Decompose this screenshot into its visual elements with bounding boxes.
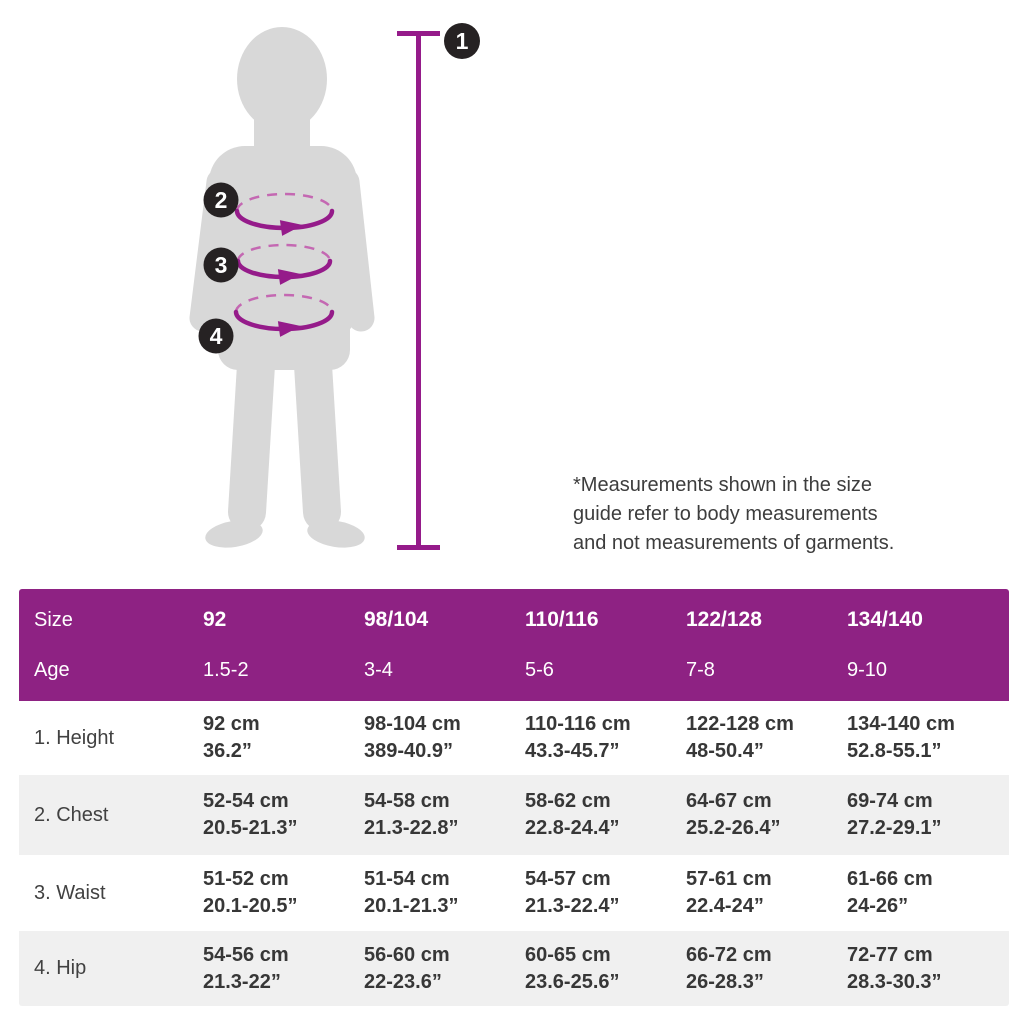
- note-line: guide refer to body measurements: [573, 503, 878, 525]
- height-cell-3: [525, 711, 686, 765]
- inch-value: 21.3-22.4”: [525, 895, 620, 917]
- inch-value: 23.6-25.6”: [525, 970, 620, 993]
- age-col-4: 7-8: [686, 658, 715, 681]
- size-guide-table: [19, 589, 1009, 1006]
- inch-value: 20.1-20.5”: [203, 895, 298, 917]
- waist-cell-3: [525, 866, 686, 920]
- waist-row-label: 3. Waist: [34, 881, 106, 904]
- inch-value: 27.2-29.1”: [847, 817, 942, 839]
- hip-row-label: 4. Hip: [34, 957, 87, 979]
- hip-cell-1: [203, 942, 364, 996]
- cm-value: 60-65 cm: [525, 943, 611, 966]
- inch-value: 389-40.9”: [364, 740, 453, 762]
- age-col-3: 5-6: [525, 658, 554, 681]
- height-measure-line: [397, 33, 440, 548]
- height-cell-2: [364, 711, 525, 765]
- inch-value: 21.3-22.8”: [364, 817, 459, 839]
- size-col-4: 122/128: [686, 608, 762, 631]
- marker-4-label: 4: [209, 323, 223, 349]
- size-header-row: [19, 595, 1009, 645]
- cm-value: 54-57 cm: [525, 868, 611, 890]
- cm-value: 69-74 cm: [847, 790, 933, 812]
- inch-value: 20.5-21.3”: [203, 817, 298, 839]
- size-col-5: 134/140: [847, 608, 923, 631]
- cm-value: 72-77 cm: [847, 943, 933, 966]
- cm-value: 64-67 cm: [686, 790, 772, 812]
- cm-value: 110-116 cm: [525, 713, 631, 735]
- height-cell-1: [203, 711, 364, 765]
- marker-2-label: 2: [214, 187, 228, 213]
- size-col-1: 92: [203, 608, 227, 631]
- waist-cell-5: [847, 866, 1009, 920]
- size-col-3: 110/116: [525, 608, 599, 631]
- waist-cell-4: [686, 866, 847, 920]
- height-cell-5: [847, 711, 1009, 765]
- inch-value: 28.3-30.3”: [847, 970, 942, 993]
- measurement-note: [573, 471, 894, 558]
- age-col-5: 9-10: [847, 658, 888, 681]
- hip-row: [19, 931, 1009, 1006]
- marker-1-label: 1: [455, 28, 469, 54]
- hip-cell-2: [364, 942, 525, 996]
- cm-value: 122-128 cm: [686, 713, 794, 735]
- hip-cell-3: [525, 942, 686, 996]
- age-col-2: 3-4: [364, 658, 393, 681]
- inch-value: 43.3-45.7”: [525, 740, 620, 762]
- chest-cell-5: [847, 788, 1009, 842]
- chest-row-label: 2. Chest: [34, 803, 109, 826]
- cm-value: 54-56 cm: [203, 943, 289, 966]
- chest-cell-2: [364, 788, 525, 842]
- age-col-1: 1.5-2: [203, 658, 249, 681]
- cm-value: 51-54 cm: [364, 868, 450, 890]
- size-col-2: 98/104: [364, 608, 429, 631]
- inch-value: 36.2”: [203, 740, 252, 762]
- silhouette-right-arm: [346, 182, 361, 318]
- cm-value: 51-52 cm: [203, 868, 289, 890]
- note-line: *Measurements shown in the size: [573, 474, 873, 496]
- chest-cell-4: [686, 788, 847, 842]
- inch-value: 52.8-55.1”: [847, 740, 942, 762]
- cm-value: 134-140 cm: [847, 713, 955, 735]
- cm-value: 58-62 cm: [525, 790, 611, 812]
- cm-value: 61-66 cm: [847, 868, 933, 890]
- height-cell-4: [686, 711, 847, 765]
- inch-value: 22.4-24”: [686, 895, 764, 917]
- silhouette-left-leg: [247, 365, 256, 512]
- cm-value: 92 cm: [203, 713, 260, 735]
- size-row-label: Size: [34, 608, 73, 631]
- inch-value: 25.2-26.4”: [686, 817, 781, 839]
- inch-value: 20.1-21.3”: [364, 895, 459, 917]
- hip-cell-5: [847, 942, 1009, 996]
- chest-row: [19, 775, 1009, 855]
- waist-cell-2: [364, 866, 525, 920]
- cm-value: 54-58 cm: [364, 790, 450, 812]
- height-row-label: 1. Height: [34, 726, 115, 749]
- inch-value: 22.8-24.4”: [525, 817, 620, 839]
- silhouette-right-leg: [313, 365, 322, 512]
- child-silhouette: [203, 27, 367, 551]
- height-row: [19, 701, 1009, 775]
- chest-cell-1: [203, 788, 364, 842]
- inch-value: 26-28.3”: [686, 970, 764, 993]
- cm-value: 57-61 cm: [686, 868, 772, 890]
- age-header-row: [19, 645, 1009, 695]
- table-header: [19, 589, 1009, 701]
- cm-value: 52-54 cm: [203, 790, 289, 812]
- inch-value: 48-50.4”: [686, 740, 764, 762]
- marker-3-label: 3: [214, 252, 228, 278]
- note-line: and not measurements of garments.: [573, 532, 895, 554]
- age-row-label: Age: [34, 658, 70, 681]
- waist-row: [19, 855, 1009, 931]
- cm-value: 66-72 cm: [686, 943, 772, 966]
- inch-value: 21.3-22”: [203, 970, 281, 993]
- hip-cell-4: [686, 942, 847, 996]
- inch-value: 24-26”: [847, 895, 909, 917]
- inch-value: 22-23.6”: [364, 970, 442, 993]
- cm-value: 98-104 cm: [364, 713, 461, 735]
- waist-cell-1: [203, 866, 364, 920]
- cm-value: 56-60 cm: [364, 943, 450, 966]
- chest-cell-3: [525, 788, 686, 842]
